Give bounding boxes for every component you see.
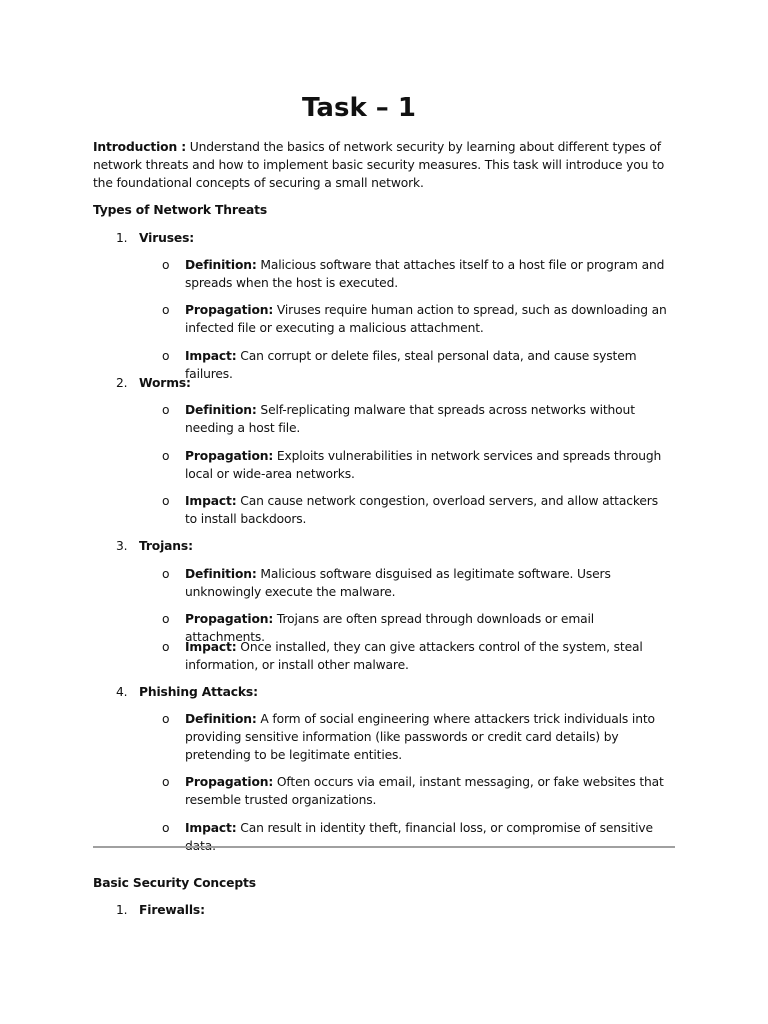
bullet-icon: o xyxy=(162,821,170,835)
bullet-icon: o xyxy=(162,712,170,726)
threat-name: Worms: xyxy=(139,376,191,390)
bullet-icon: o xyxy=(162,303,170,317)
sub-point-text: Once installed, they can give attackers control of the system, steal information, or install other malware. xyxy=(185,640,643,672)
threat-number: 2. xyxy=(116,376,128,390)
bullet-icon: o xyxy=(162,349,170,363)
sub-point-text: Often occurs via email, instant messaging, or fake websites that resemble trusted organizations. xyxy=(185,775,664,807)
concepts-heading: Basic Security Concepts xyxy=(93,876,256,890)
threat-name: Viruses: xyxy=(139,231,195,245)
sub-point-label: Propagation: xyxy=(185,303,274,317)
sub-point-text: Can cause network congestion, overload servers, and allow attackers to install backdoors. xyxy=(185,494,658,526)
sub-point-text: A form of social engineering where attackers trick individuals into providing sensitive information (like passwords or credit card details) by pretending to be legitimate entities. xyxy=(185,712,655,762)
sub-point-label: Propagation: xyxy=(185,612,274,626)
sub-point-label: Impact: xyxy=(185,349,237,363)
sub-point-text: Can result in identity theft, financial loss, or compromise of sensitive data. xyxy=(185,821,653,853)
sub-point-label: Definition: xyxy=(185,403,257,417)
sub-point-text: Malicious software that attaches itself to a host file or program and spreads when the host is executed. xyxy=(185,258,665,290)
bullet-icon: o xyxy=(162,567,170,581)
threat-name: Trojans: xyxy=(139,539,193,553)
threat-item-trojans xyxy=(93,537,675,555)
threat-item-phishing xyxy=(93,683,675,701)
sub-point-text: Exploits vulnerabilities in network services and spreads through local or wide-area networks. xyxy=(185,449,662,481)
threat-name: Phishing Attacks: xyxy=(139,685,258,699)
sub-point-label: Impact: xyxy=(185,640,237,654)
introduction-label: Introduction : xyxy=(93,140,186,154)
threat-item-viruses xyxy=(93,229,675,247)
bullet-icon: o xyxy=(162,494,170,508)
bullet-icon: o xyxy=(162,258,170,272)
sub-point-text: Viruses require human action to spread, such as downloading an infected file or executing a malicious attachment. xyxy=(185,303,667,335)
sub-point-label: Definition: xyxy=(185,712,257,726)
concept-number: 1. xyxy=(116,903,128,917)
threat-number: 1. xyxy=(116,231,128,245)
sub-point-label: Impact: xyxy=(185,494,237,508)
bullet-icon: o xyxy=(162,640,170,654)
sub-point-label: Propagation: xyxy=(185,775,274,789)
introduction-text: Understand the basics of network security by learning about different types of network threats and how to implement basic security measures. This task will introduce you to the foundational concepts of securing a small network. xyxy=(93,140,665,190)
threat-number: 3. xyxy=(116,539,128,553)
introduction-paragraph xyxy=(93,138,675,192)
concept-name: Firewalls: xyxy=(139,903,205,917)
sub-point-label: Impact: xyxy=(185,821,237,835)
threats-heading: Types of Network Threats xyxy=(93,203,268,217)
sub-point-text: Malicious software disguised as legitimate software. Users unknowingly execute the malware. xyxy=(185,567,611,599)
bullet-icon: o xyxy=(162,403,170,417)
sub-point-label: Definition: xyxy=(185,567,257,581)
sub-point-label: Definition: xyxy=(185,258,257,272)
bullet-icon: o xyxy=(162,612,170,626)
bullet-icon: o xyxy=(162,449,170,463)
sub-point-text: Can corrupt or delete files, steal personal data, and cause system failures. xyxy=(185,349,637,381)
threat-item-worms xyxy=(93,374,675,392)
threat-number: 4. xyxy=(116,685,128,699)
horizontal-divider xyxy=(93,846,675,848)
sub-point-text: Trojans are often spread through downloads or email attachments. xyxy=(185,612,595,644)
concept-item-firewalls xyxy=(93,901,675,919)
sub-point-text: Self-replicating malware that spreads across networks without needing a host file. xyxy=(185,403,635,435)
bullet-icon: o xyxy=(162,775,170,789)
page-title: Task – 1 xyxy=(302,93,416,123)
sub-point-label: Propagation: xyxy=(185,449,274,463)
